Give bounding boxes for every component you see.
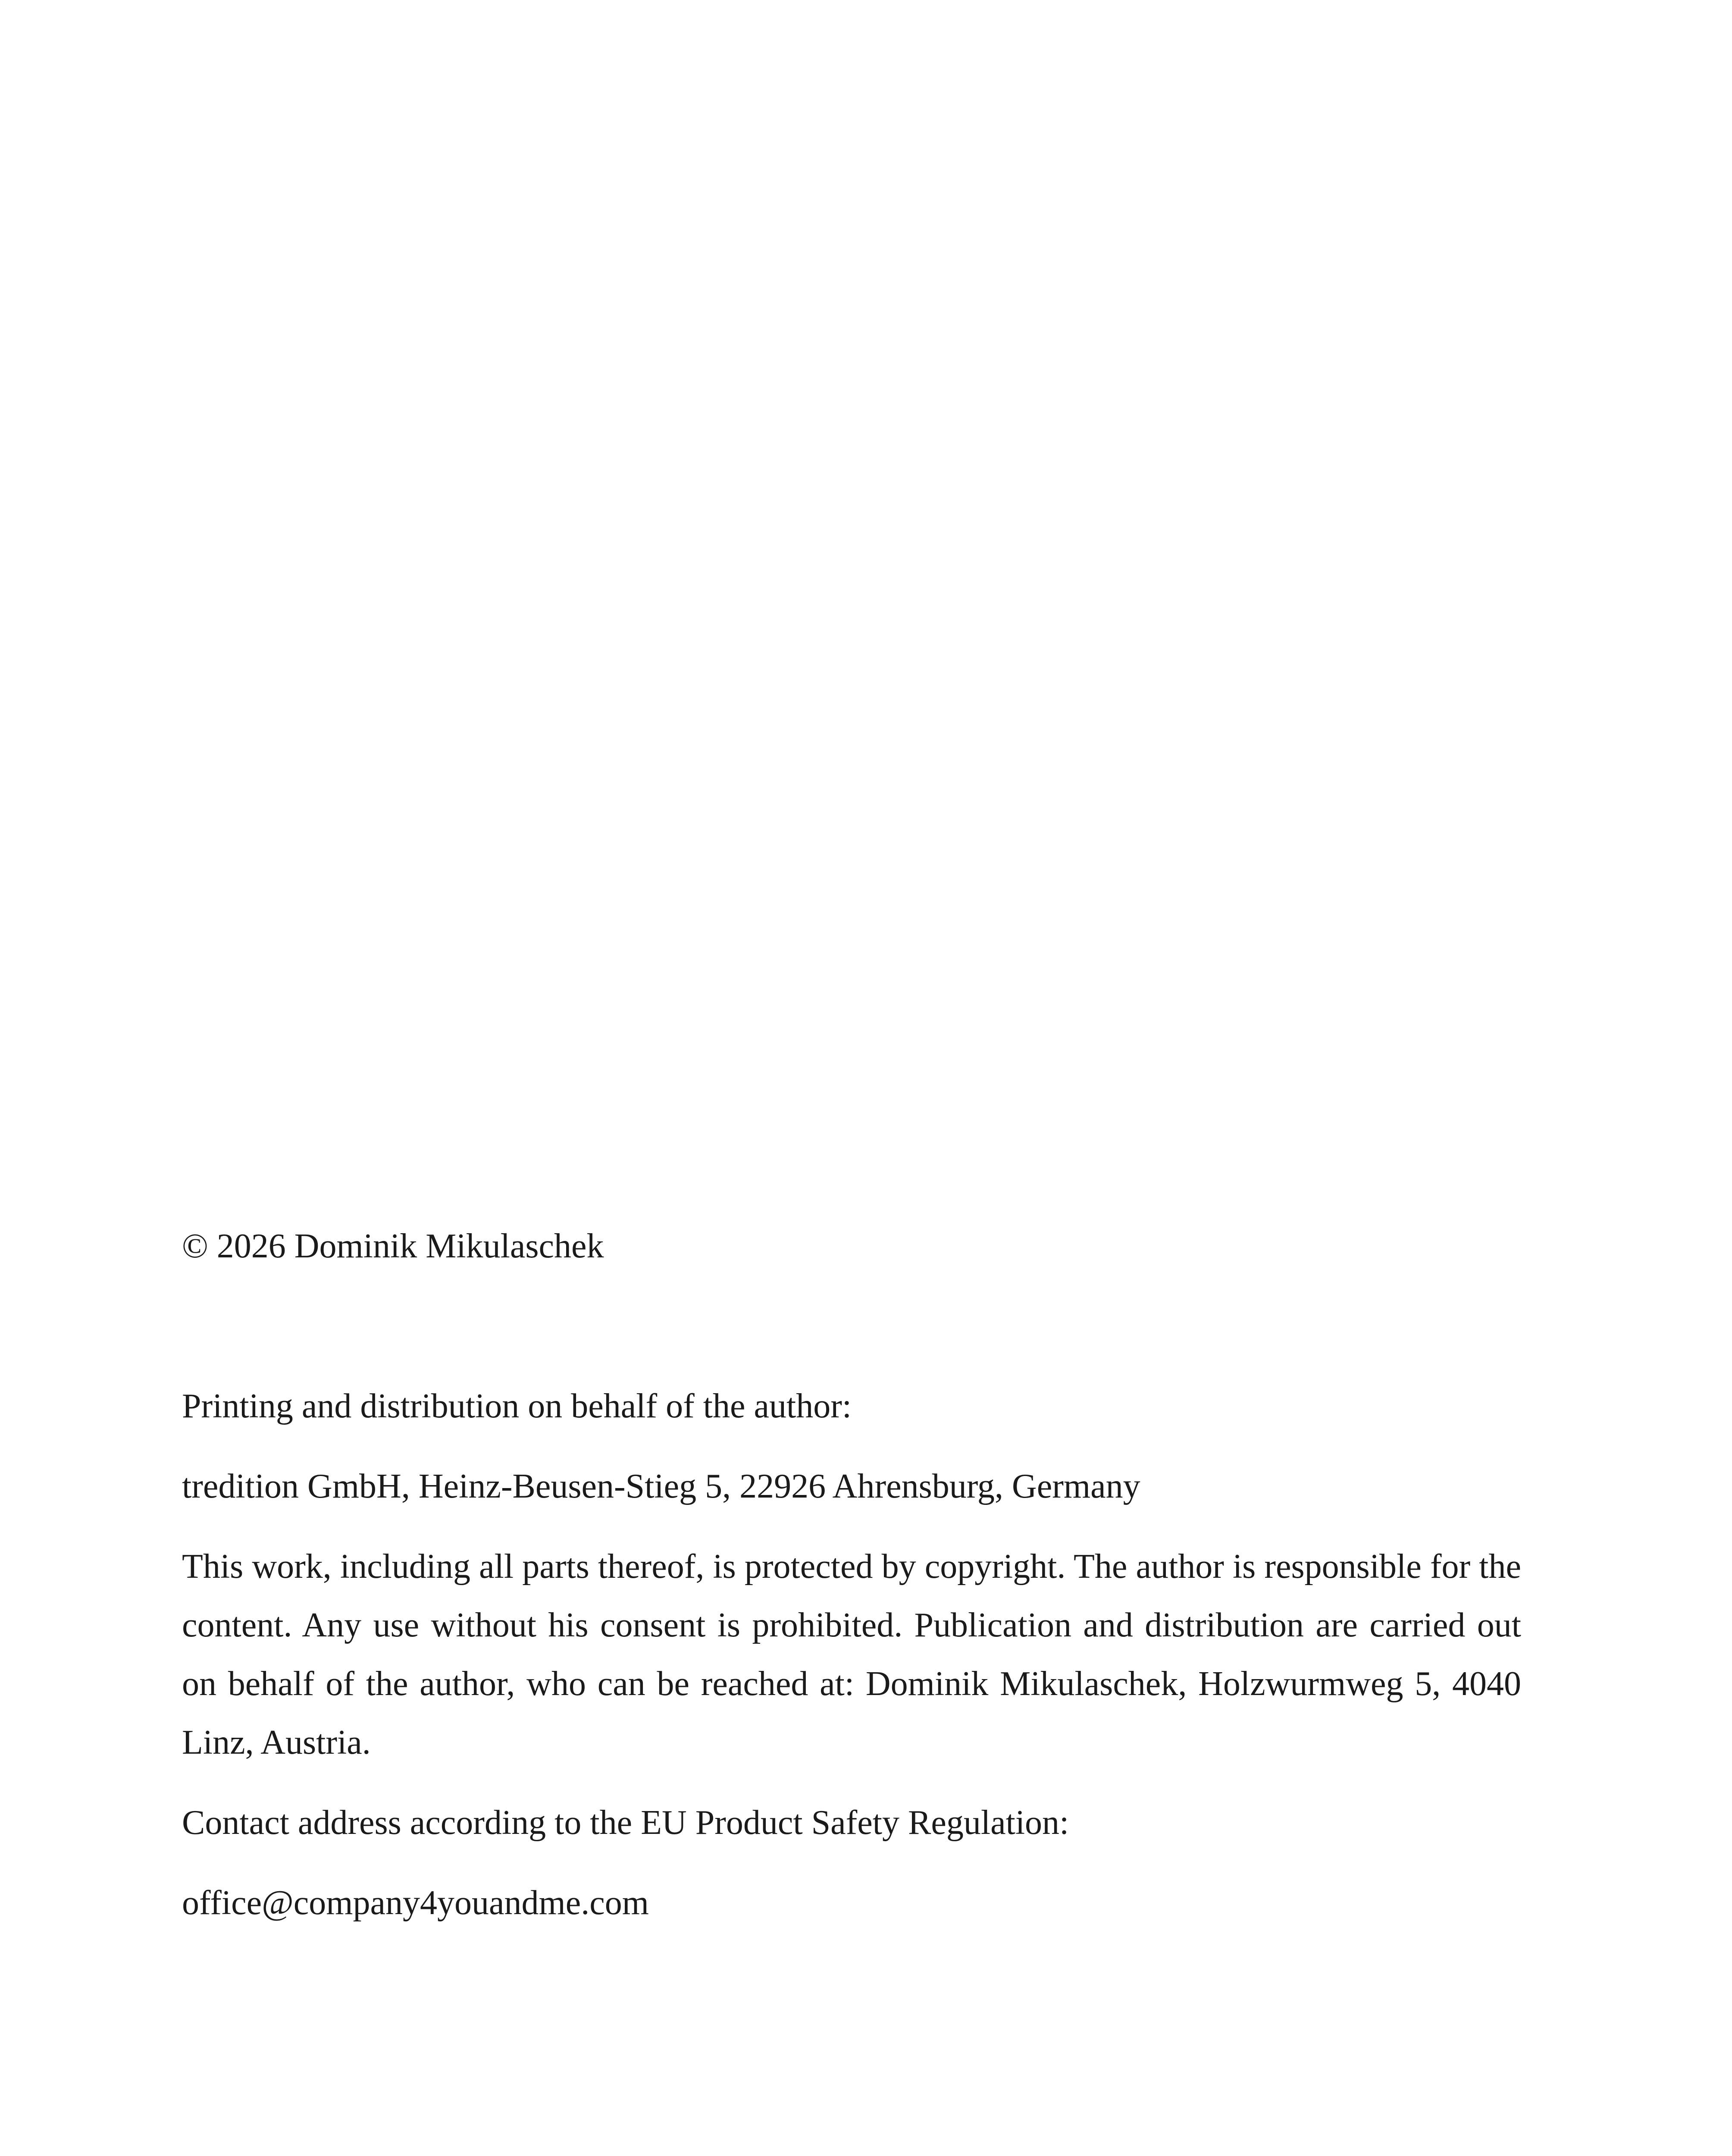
copyright-line: © 2026 Dominik Mikulaschek [182, 1227, 604, 1265]
contact-email: office@company4youandme.com [182, 1884, 649, 1922]
publisher-block [182, 1377, 1521, 1932]
imprint-content [182, 1217, 1521, 1932]
contact-heading: Contact address according to the EU Product Safety Regulation: [182, 1804, 1069, 1842]
copyright-notice: This work, including all parts thereof, is protected by copyright. The author is responsible for the content. Any use without his consent is prohibited. Publication and distribution are carried out on behalf of the author, who can be reached at: Dominik Mikulaschek, Holzwurmweg 5, 4040 Linz, Austria. [182, 1548, 1521, 1761]
printing-heading: Printing and distribution on behalf of the author: [182, 1387, 852, 1425]
publisher-address: tredition GmbH, Heinz-Beusen-Stieg 5, 22926 Ahrensburg, Germany [182, 1467, 1140, 1505]
